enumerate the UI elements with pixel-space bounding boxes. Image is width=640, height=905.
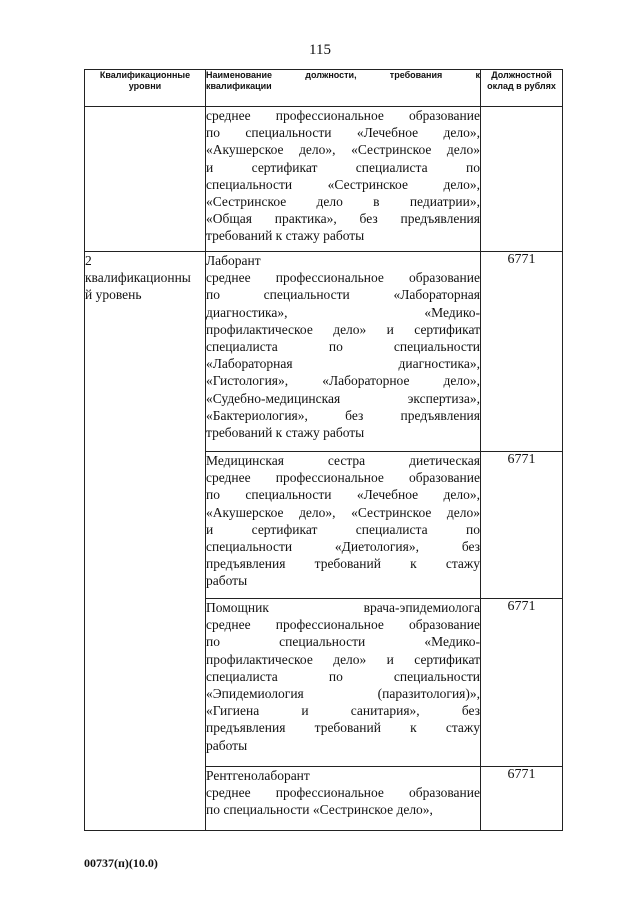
salary-cell: 6771 bbox=[481, 767, 563, 831]
text-line: среднее профессиональное образование bbox=[206, 108, 480, 123]
text-line: квалификационны bbox=[85, 270, 191, 286]
page-number: 115 bbox=[309, 42, 331, 58]
text-line: «Судебно-медицинская экспертиза», bbox=[206, 390, 480, 406]
text-line: специалиста по специальности bbox=[206, 668, 480, 684]
salary-cell: 6771 bbox=[481, 252, 563, 452]
requirements-cell bbox=[206, 252, 481, 452]
text-line: среднее профессиональное образование bbox=[206, 470, 480, 486]
text-line: по специальности «Сестринское дело», bbox=[206, 802, 433, 818]
requirements-cell bbox=[206, 599, 481, 767]
document-code: 00737(п)(10.0) bbox=[84, 856, 158, 870]
qualification-level-cell bbox=[85, 252, 206, 831]
requirements-cell bbox=[206, 767, 481, 831]
text-line: среднее профессиональное образование bbox=[206, 617, 480, 633]
text-line: Рентгенолаборант bbox=[206, 768, 310, 783]
requirements-cell bbox=[206, 107, 481, 252]
text-line: «Гистология», «Лабораторное дело», bbox=[206, 373, 480, 389]
text-line: «Лабораторная диагностика», bbox=[206, 356, 480, 372]
salary-cell-empty bbox=[481, 107, 563, 252]
text-line: по специальности «Лечебное дело», bbox=[206, 125, 480, 141]
text-line: «Общая практика», без предъявления bbox=[206, 211, 480, 227]
text-line: среднее профессиональное образование bbox=[206, 785, 480, 801]
qualification-table bbox=[84, 69, 563, 831]
header-position-requirements: Наименование должности, требования к квалификации bbox=[206, 70, 481, 107]
text-line: «Эпидемиология (паразитология)», bbox=[206, 686, 480, 702]
text-line: «Акушерское дело», «Сестринское дело» bbox=[206, 142, 480, 158]
text-line: «Гигиена и санитария», без bbox=[206, 703, 480, 719]
header-salary: Должностной оклад в рублях bbox=[481, 70, 563, 107]
text-line: по специальности «Медико- bbox=[206, 634, 480, 650]
text-line: Лаборант bbox=[206, 253, 261, 268]
text-line: Помощник врача-эпидемиолога bbox=[206, 600, 480, 615]
text-line: «Акушерское дело», «Сестринское дело» bbox=[206, 504, 480, 520]
text-line: диагностика», «Медико- bbox=[206, 304, 480, 320]
salary-cell: 6771 bbox=[481, 599, 563, 767]
header-qualification-levels: Квалификационные уровни bbox=[85, 70, 206, 107]
text-line: профилактическое дело» и сертификат bbox=[206, 651, 480, 667]
text-line: предъявления требований к стажу bbox=[206, 556, 480, 572]
text-line: й уровень bbox=[85, 287, 142, 303]
text-line: и сертификат специалиста по bbox=[206, 521, 480, 537]
text-line: специальности «Сестринское дело», bbox=[206, 176, 480, 192]
text-line: «Сестринское дело в педиатрии», bbox=[206, 194, 480, 210]
table-row bbox=[85, 252, 563, 452]
text-line: по специальности «Лечебное дело», bbox=[206, 487, 480, 503]
table-row bbox=[85, 107, 563, 252]
text-line: работы bbox=[206, 573, 248, 589]
text-line: требований к стажу работы bbox=[206, 228, 365, 244]
salary-cell: 6771 bbox=[481, 452, 563, 599]
text-line: требований к стажу работы bbox=[206, 425, 365, 441]
requirements-cell bbox=[206, 452, 481, 599]
text-line: предъявления требований к стажу bbox=[206, 720, 480, 736]
text-line: Медицинская сестра диетическая bbox=[206, 453, 480, 468]
text-line: по специальности «Лабораторная bbox=[206, 287, 480, 303]
text-line: среднее профессиональное образование bbox=[206, 270, 480, 286]
table-header-row bbox=[85, 70, 563, 107]
text-line: профилактическое дело» и сертификат bbox=[206, 321, 480, 337]
text-line: «Бактериология», без предъявления bbox=[206, 407, 480, 423]
text-line: специалиста по специальности bbox=[206, 339, 480, 355]
text-line: специальности «Диетология», без bbox=[206, 539, 480, 555]
text-line: работы bbox=[206, 737, 248, 753]
text-line: и сертификат специалиста по bbox=[206, 159, 480, 175]
text-line: 2 bbox=[85, 253, 92, 268]
level-cell-empty bbox=[85, 107, 206, 252]
